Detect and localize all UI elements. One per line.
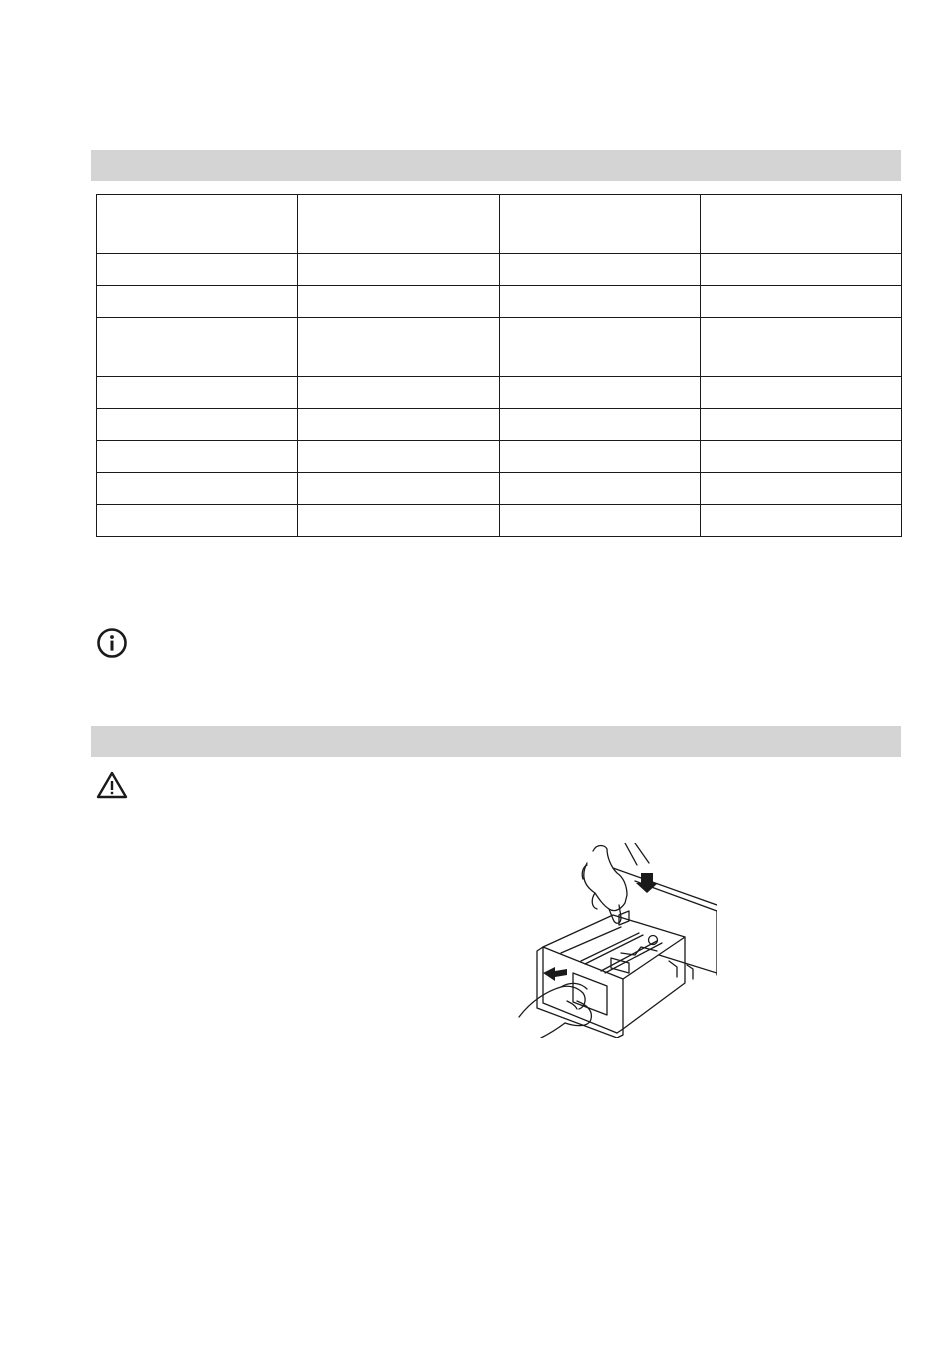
table-cell [700, 195, 901, 254]
table-cell [700, 286, 901, 318]
table-cell [499, 377, 700, 409]
table-cell [700, 318, 901, 377]
section-title [91, 157, 99, 174]
detergent-drawer-removal-illustration [517, 843, 717, 1038]
table-row [97, 377, 902, 409]
table-cell [499, 505, 700, 537]
table-row [97, 473, 902, 505]
table-cell [700, 377, 901, 409]
table-cell [700, 409, 901, 441]
table-cell [499, 409, 700, 441]
table-row [97, 505, 902, 537]
table-cell [298, 195, 499, 254]
table-row [97, 318, 902, 377]
table-cell [499, 473, 700, 505]
table-cell [298, 441, 499, 473]
table-cell [499, 286, 700, 318]
section-header-bar [91, 150, 901, 181]
table-cell [700, 441, 901, 473]
table-cell [97, 195, 298, 254]
table-cell [298, 254, 499, 286]
table-cell [97, 254, 298, 286]
table-cell [499, 318, 700, 377]
table-header-row [97, 195, 902, 254]
warning-triangle-icon [95, 770, 129, 800]
section-title [91, 733, 99, 750]
table-row [97, 409, 902, 441]
table-cell [499, 254, 700, 286]
table-cell [700, 473, 901, 505]
table-cell [499, 441, 700, 473]
table-cell [298, 286, 499, 318]
table-cell [298, 377, 499, 409]
data-table [96, 194, 902, 537]
table-cell [700, 505, 901, 537]
table-cell [97, 286, 298, 318]
table-cell [97, 473, 298, 505]
table-cell [97, 505, 298, 537]
table-cell [97, 441, 298, 473]
table-cell [298, 318, 499, 377]
info-icon [96, 627, 128, 659]
table-cell [499, 195, 700, 254]
table-cell [298, 473, 499, 505]
table-row [97, 286, 902, 318]
table-cell [97, 318, 298, 377]
table-cell [298, 505, 499, 537]
table-row [97, 441, 902, 473]
table-cell [97, 377, 298, 409]
section-header-bar [91, 726, 901, 757]
table-cell [700, 254, 901, 286]
table-cell [97, 409, 298, 441]
table-row [97, 254, 902, 286]
table-cell [298, 409, 499, 441]
